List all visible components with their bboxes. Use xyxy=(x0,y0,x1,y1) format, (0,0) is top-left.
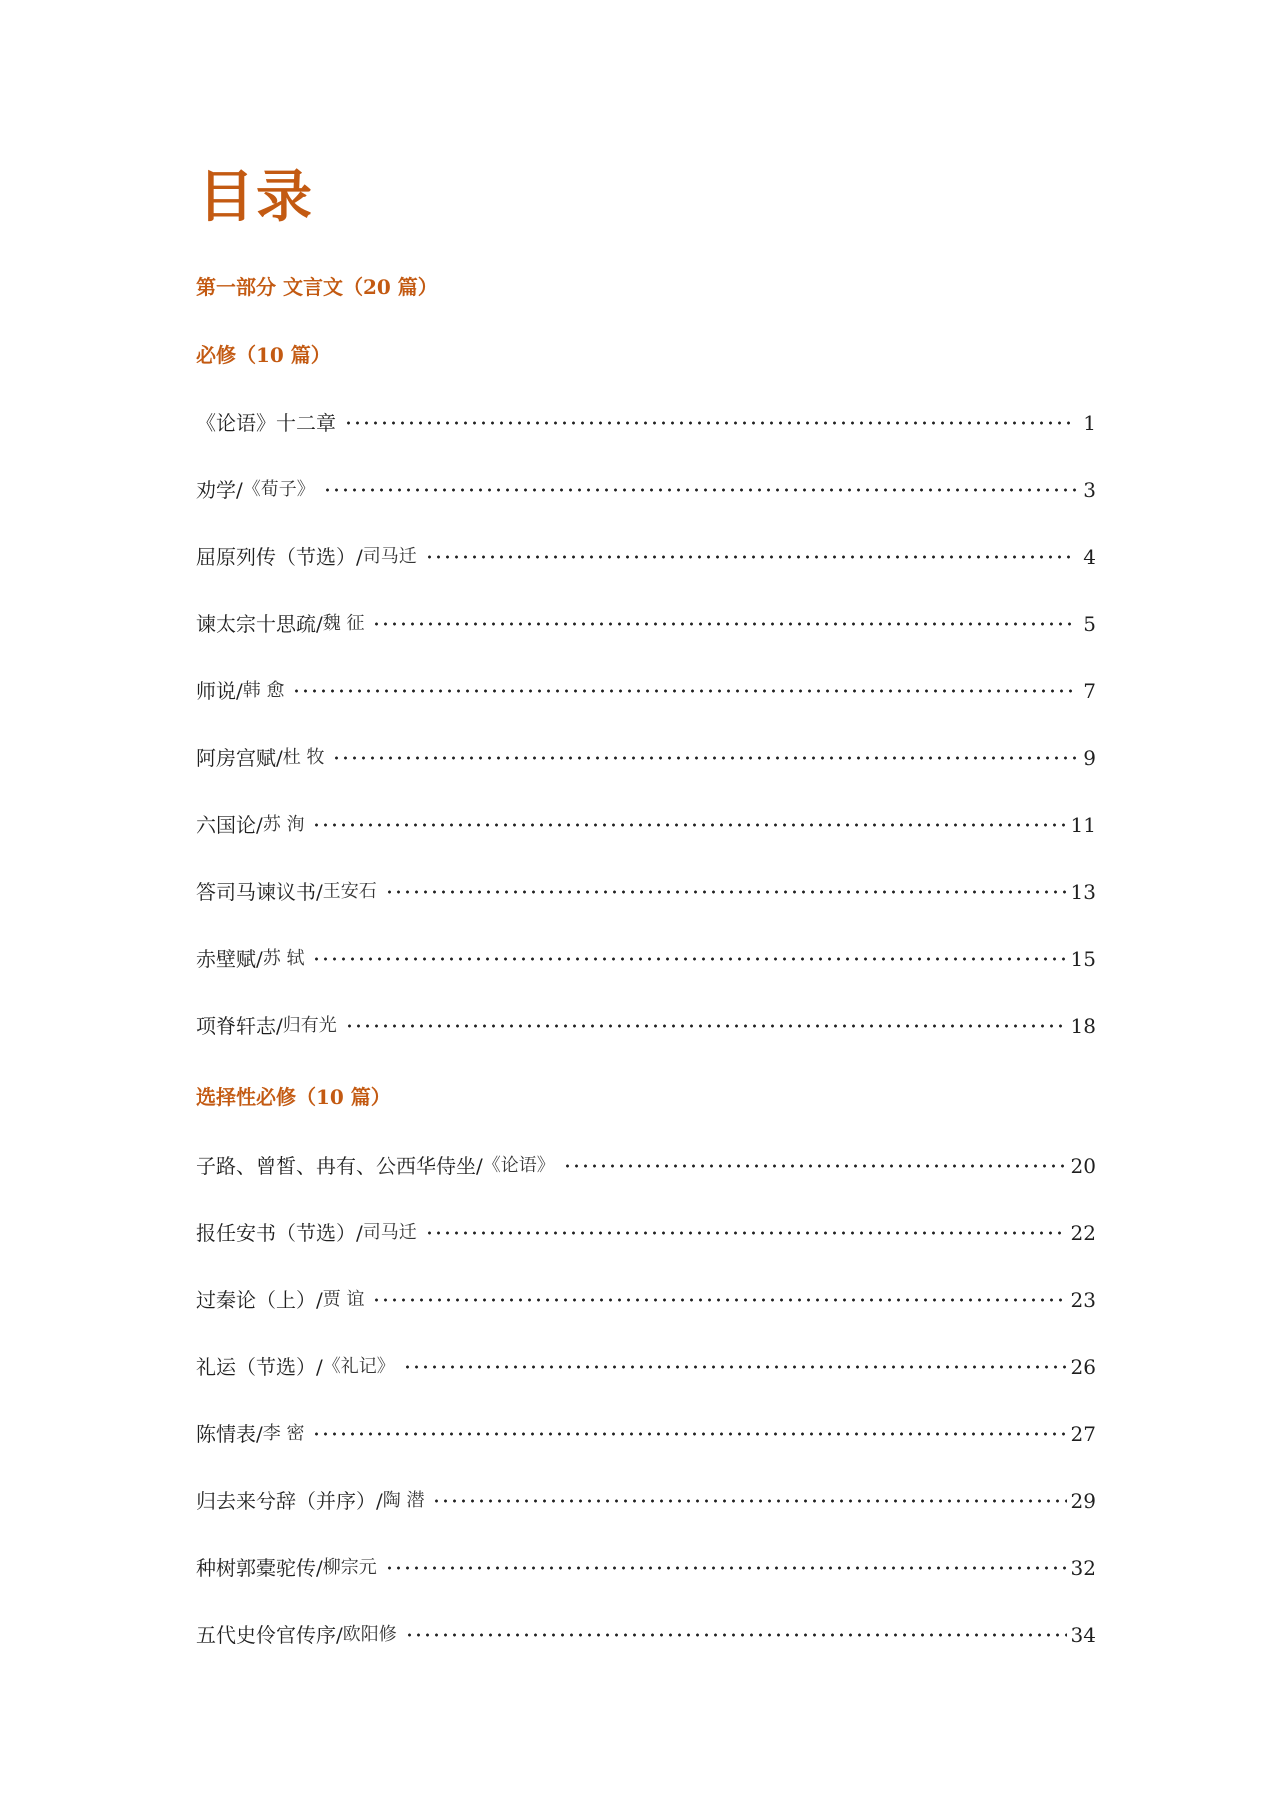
dot-leader xyxy=(425,540,1076,574)
entry-author: 《礼记》 xyxy=(322,1356,395,1377)
dot-leader xyxy=(323,473,1076,507)
toc-entry[interactable] xyxy=(196,1283,1096,1317)
entry-author: 《荀子》 xyxy=(242,479,315,500)
entry-page-number: 20 xyxy=(1070,1154,1096,1178)
dot-leader xyxy=(372,1283,1066,1317)
toc-entry[interactable] xyxy=(196,1009,1096,1043)
section-heading-elective: 选择性必修（10 篇） xyxy=(196,1085,391,1109)
entry-page-number: 3 xyxy=(1083,478,1096,502)
entry-title: 种树郭橐驼传 xyxy=(196,1556,316,1580)
slash-separator: / xyxy=(256,813,263,837)
entry-title: 礼运（节选） xyxy=(196,1355,316,1379)
dot-leader xyxy=(563,1149,1067,1183)
entry-page-number: 18 xyxy=(1070,1014,1096,1038)
entry-title: 归去来兮辞（并序） xyxy=(196,1489,376,1513)
entry-author: 苏 轼 xyxy=(262,948,305,969)
entry-author: 李 密 xyxy=(262,1423,305,1444)
slash-separator: / xyxy=(356,1221,363,1245)
slash-separator: / xyxy=(236,478,243,502)
entry-page-number: 9 xyxy=(1083,746,1096,770)
toc-entry[interactable] xyxy=(196,741,1096,775)
slash-separator: / xyxy=(316,1288,323,1312)
entry-author: 韩 愈 xyxy=(242,680,285,701)
dot-leader xyxy=(432,1484,1066,1518)
slash-separator: / xyxy=(476,1154,483,1178)
toc-entry[interactable] xyxy=(196,1551,1096,1585)
entry-author: 魏 征 xyxy=(322,613,365,634)
entry-title: 五代史伶官传序 xyxy=(196,1623,336,1647)
slash-separator: / xyxy=(356,545,363,569)
entry-title: 劝学 xyxy=(196,478,236,502)
slash-separator: / xyxy=(256,1422,263,1446)
entry-page-number: 26 xyxy=(1070,1355,1096,1379)
dot-leader xyxy=(385,875,1067,909)
entry-page-number: 7 xyxy=(1083,679,1096,703)
dot-leader xyxy=(292,674,1076,708)
part-heading: 第一部分 文言文（20 篇） xyxy=(196,275,438,299)
dot-leader xyxy=(372,607,1076,641)
entry-author: 贾 谊 xyxy=(322,1289,365,1310)
entry-page-number: 23 xyxy=(1070,1288,1096,1312)
toc-entry[interactable] xyxy=(196,540,1096,574)
entry-title: 阿房宫赋 xyxy=(196,746,276,770)
section-heading-required: 必修（10 篇） xyxy=(196,343,331,367)
entry-page-number: 5 xyxy=(1083,612,1096,636)
toc-entry[interactable] xyxy=(196,674,1096,708)
dot-leader xyxy=(344,406,1076,440)
toc-entry[interactable] xyxy=(196,607,1096,641)
toc-entry[interactable] xyxy=(196,942,1096,976)
entry-title: 报任安书（节选） xyxy=(196,1221,356,1245)
entry-page-number: 11 xyxy=(1070,813,1096,837)
entry-title: 子路、曾皙、冉有、公西华侍坐 xyxy=(196,1154,476,1178)
dot-leader xyxy=(312,808,1066,842)
entry-author: 司马迁 xyxy=(362,546,417,567)
toc-entry[interactable] xyxy=(196,1417,1096,1451)
dot-leader xyxy=(385,1551,1067,1585)
entry-title: 师说 xyxy=(196,679,236,703)
toc-entry[interactable] xyxy=(196,1350,1096,1384)
slash-separator: / xyxy=(276,746,283,770)
toc-entry[interactable] xyxy=(196,1484,1096,1518)
entry-title: 赤壁赋 xyxy=(196,947,256,971)
entry-author: 司马迁 xyxy=(362,1222,417,1243)
entry-page-number: 29 xyxy=(1070,1489,1096,1513)
toc-entry[interactable] xyxy=(196,808,1096,842)
entry-page-number: 15 xyxy=(1070,947,1096,971)
entry-author: 《论语》 xyxy=(482,1155,555,1176)
toc-entry[interactable] xyxy=(196,1618,1096,1652)
dot-leader xyxy=(405,1618,1067,1652)
slash-separator: / xyxy=(256,947,263,971)
entry-title: 谏太宗十思疏 xyxy=(196,612,316,636)
entry-page-number: 1 xyxy=(1083,411,1096,435)
entry-author: 柳宗元 xyxy=(322,1557,377,1578)
entry-author: 苏 洵 xyxy=(262,814,305,835)
slash-separator: / xyxy=(236,679,243,703)
entry-page-number: 4 xyxy=(1083,545,1096,569)
dot-leader xyxy=(312,942,1066,976)
slash-separator: / xyxy=(336,1623,343,1647)
entry-page-number: 32 xyxy=(1070,1556,1096,1580)
dot-leader xyxy=(403,1350,1067,1384)
toc-entry[interactable] xyxy=(196,875,1096,909)
entry-author: 欧阳修 xyxy=(342,1624,397,1645)
entry-page-number: 13 xyxy=(1070,880,1096,904)
slash-separator: / xyxy=(316,880,323,904)
entry-page-number: 34 xyxy=(1070,1623,1096,1647)
entry-author: 陶 潜 xyxy=(382,1490,425,1511)
dot-leader xyxy=(332,741,1076,775)
entry-title: 项脊轩志 xyxy=(196,1014,276,1038)
dot-leader xyxy=(345,1009,1067,1043)
slash-separator: / xyxy=(316,612,323,636)
toc-entry[interactable] xyxy=(196,473,1096,507)
entry-page-number: 22 xyxy=(1070,1221,1096,1245)
entry-title: 六国论 xyxy=(196,813,256,837)
entry-page-number: 27 xyxy=(1070,1422,1096,1446)
entry-title: 答司马谏议书 xyxy=(196,880,316,904)
entry-title: 屈原列传（节选） xyxy=(196,545,356,569)
toc-entry[interactable] xyxy=(196,406,1096,440)
entry-author: 杜 牧 xyxy=(282,747,325,768)
slash-separator: / xyxy=(376,1489,383,1513)
entry-title: 过秦论（上） xyxy=(196,1288,316,1312)
slash-separator: / xyxy=(316,1355,323,1379)
entry-title: 陈情表 xyxy=(196,1422,256,1446)
slash-separator: / xyxy=(316,1556,323,1580)
entry-author: 归有光 xyxy=(282,1015,337,1036)
page-title: 目录 xyxy=(198,164,314,230)
slash-separator: / xyxy=(276,1014,283,1038)
entry-author: 王安石 xyxy=(322,881,377,902)
entry-title: 《论语》十二章 xyxy=(196,411,336,435)
dot-leader xyxy=(425,1216,1067,1250)
toc-entry[interactable] xyxy=(196,1216,1096,1250)
toc-entry[interactable] xyxy=(196,1149,1096,1183)
dot-leader xyxy=(312,1417,1066,1451)
